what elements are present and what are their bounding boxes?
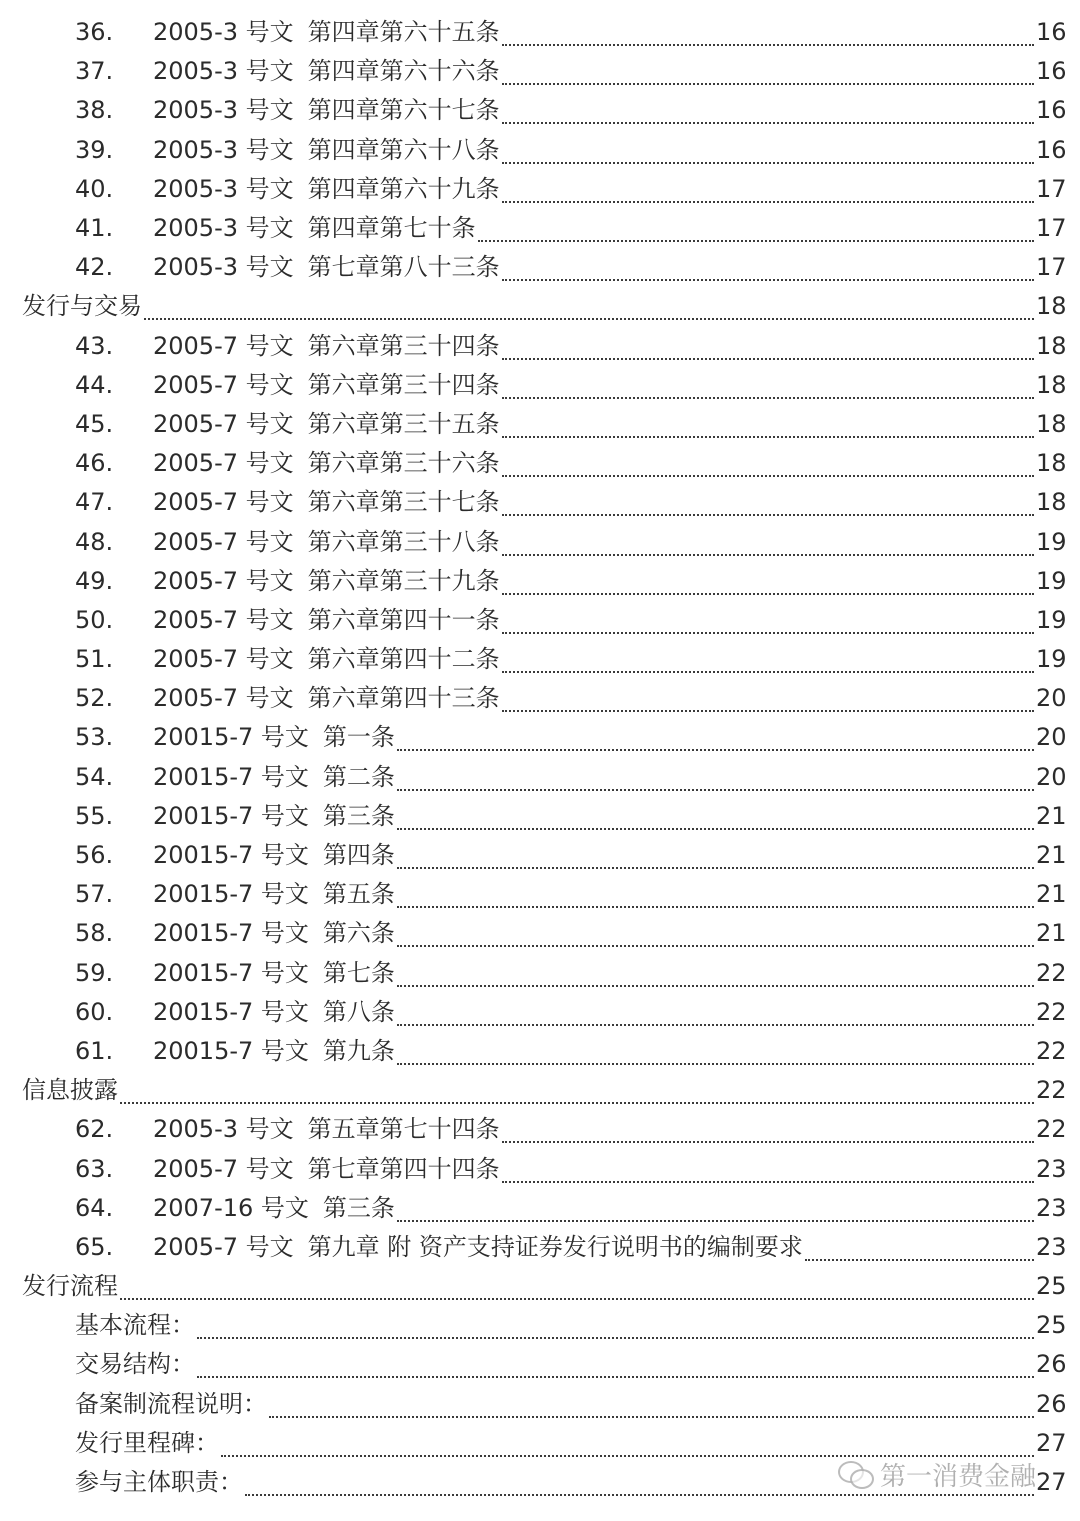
entry-label bbox=[153, 13, 500, 52]
entry-line bbox=[153, 1150, 1066, 1189]
entry-title: 第六章第三十六条 bbox=[307, 449, 500, 478]
dot-leader bbox=[120, 1298, 1034, 1300]
toc-subsection-entry[interactable] bbox=[0, 1306, 1080, 1345]
entry-number: 61. bbox=[75, 1036, 114, 1065]
page-number: 23 bbox=[1036, 1193, 1067, 1222]
entry-label bbox=[153, 483, 500, 522]
entry-label bbox=[153, 91, 500, 130]
toc-entry[interactable] bbox=[0, 562, 1080, 601]
entry-title: 第四章第六十八条 bbox=[307, 135, 500, 164]
dot-leader bbox=[502, 162, 1034, 164]
page-number: 25 bbox=[1036, 1272, 1067, 1301]
entry-number: 53. bbox=[75, 723, 114, 752]
entry-line bbox=[153, 170, 1066, 209]
page-number: 22 bbox=[1036, 1115, 1067, 1144]
dot-leader bbox=[269, 1416, 1034, 1418]
toc-entry[interactable] bbox=[0, 1189, 1080, 1228]
entry-number: 39. bbox=[75, 135, 114, 164]
document-reference: 2005-3 号文 bbox=[153, 18, 294, 47]
page-number: 18 bbox=[1036, 292, 1067, 321]
toc-entry[interactable] bbox=[0, 1110, 1080, 1149]
dot-leader bbox=[397, 906, 1034, 908]
toc-entry[interactable] bbox=[0, 209, 1080, 248]
toc-entry[interactable] bbox=[0, 444, 1080, 483]
entry-title: 第三条 bbox=[322, 1193, 395, 1222]
toc-entry[interactable] bbox=[0, 327, 1080, 366]
entry-line bbox=[153, 248, 1066, 287]
entry-number: 57. bbox=[75, 880, 114, 909]
entry-number: 36. bbox=[75, 18, 114, 47]
entry-number: 60. bbox=[75, 997, 114, 1026]
entry-line bbox=[153, 1228, 1066, 1267]
dot-leader bbox=[502, 671, 1034, 673]
entry-title: 参与主体职责： bbox=[75, 1468, 243, 1497]
entry-number: 41. bbox=[75, 214, 114, 243]
entry-title: 第六章第四十三条 bbox=[307, 684, 500, 713]
entry-number: 43. bbox=[75, 331, 114, 360]
page-number: 17 bbox=[1036, 214, 1067, 243]
entry-title: 第四章第六十七条 bbox=[307, 96, 500, 125]
entry-number: 62. bbox=[75, 1115, 114, 1144]
entry-label bbox=[153, 327, 500, 366]
page-number: 21 bbox=[1036, 880, 1067, 909]
entry-line bbox=[153, 718, 1066, 757]
dot-leader bbox=[397, 1220, 1034, 1222]
dot-leader bbox=[502, 358, 1034, 360]
entry-line bbox=[153, 327, 1066, 366]
page-number: 21 bbox=[1036, 919, 1067, 948]
dot-leader bbox=[397, 867, 1034, 869]
entry-line bbox=[153, 1189, 1066, 1228]
entry-title: 第六章第三十七条 bbox=[307, 488, 500, 517]
document-reference: 20015-7 号文 bbox=[153, 997, 309, 1026]
entry-label bbox=[153, 52, 500, 91]
toc-entry[interactable] bbox=[0, 993, 1080, 1032]
entry-line bbox=[153, 483, 1066, 522]
page-number: 18 bbox=[1036, 449, 1067, 478]
entry-line bbox=[75, 1385, 1066, 1424]
dot-leader bbox=[397, 985, 1034, 987]
dot-leader bbox=[502, 201, 1034, 203]
document-reference: 20015-7 号文 bbox=[153, 762, 309, 791]
entry-title: 第四章第六十五条 bbox=[307, 18, 500, 47]
entry-title: 第六章第四十一条 bbox=[307, 605, 500, 634]
document-reference: 2005-7 号文 bbox=[153, 1154, 294, 1183]
entry-title: 发行里程碑： bbox=[75, 1428, 219, 1457]
entry-number: 45. bbox=[75, 409, 114, 438]
dot-leader bbox=[120, 1102, 1034, 1104]
dot-leader bbox=[502, 554, 1034, 556]
entry-line bbox=[153, 640, 1066, 679]
entry-line bbox=[75, 1345, 1066, 1384]
toc-entry[interactable] bbox=[0, 131, 1080, 170]
entry-line bbox=[22, 1071, 1066, 1110]
entry-number: 47. bbox=[75, 488, 114, 517]
dot-leader bbox=[397, 749, 1034, 751]
watermark-text: 第一消费金融 bbox=[880, 1462, 1037, 1492]
document-reference: 2005-3 号文 bbox=[153, 135, 294, 164]
dot-leader bbox=[502, 593, 1034, 595]
document-reference: 20015-7 号文 bbox=[153, 919, 309, 948]
toc-entry[interactable] bbox=[0, 1032, 1080, 1071]
entry-label bbox=[75, 1385, 267, 1424]
entry-number: 65. bbox=[75, 1232, 114, 1261]
entry-label bbox=[153, 718, 395, 757]
page-number: 19 bbox=[1036, 605, 1067, 634]
toc-entry[interactable] bbox=[0, 91, 1080, 130]
table-of-contents bbox=[0, 13, 1080, 1502]
entry-label bbox=[153, 679, 500, 718]
document-reference: 2005-7 号文 bbox=[153, 605, 294, 634]
entry-label bbox=[22, 287, 142, 326]
entry-number: 46. bbox=[75, 449, 114, 478]
entry-number: 37. bbox=[75, 57, 114, 86]
dot-leader bbox=[397, 945, 1034, 947]
entry-title: 备案制流程说明： bbox=[75, 1389, 267, 1418]
page-number: 22 bbox=[1036, 1076, 1067, 1105]
document-reference: 2005-7 号文 bbox=[153, 370, 294, 399]
entry-number: 42. bbox=[75, 253, 114, 282]
entry-line bbox=[153, 13, 1066, 52]
entry-title: 第四章第六十九条 bbox=[307, 174, 500, 203]
page-number: 25 bbox=[1036, 1311, 1067, 1340]
entry-line bbox=[153, 131, 1066, 170]
entry-label bbox=[153, 797, 395, 836]
entry-title: 交易结构： bbox=[75, 1350, 195, 1379]
entry-label bbox=[75, 1345, 195, 1384]
entry-number: 38. bbox=[75, 96, 114, 125]
page-number: 27 bbox=[1036, 1468, 1067, 1497]
entry-number: 59. bbox=[75, 958, 114, 987]
entry-number: 51. bbox=[75, 645, 114, 674]
dot-leader bbox=[197, 1376, 1034, 1378]
entry-number: 40. bbox=[75, 174, 114, 203]
entry-title: 第九章 附 资产支持证券发行说明书的编制要求 bbox=[307, 1232, 803, 1261]
dot-leader bbox=[502, 397, 1034, 399]
toc-subsection-entry[interactable] bbox=[0, 1463, 1080, 1502]
entry-label bbox=[153, 1032, 395, 1071]
entry-title: 信息披露 bbox=[22, 1076, 118, 1105]
page-number: 18 bbox=[1036, 370, 1067, 399]
toc-section-heading[interactable] bbox=[0, 1071, 1080, 1110]
entry-label bbox=[153, 366, 500, 405]
entry-line bbox=[153, 679, 1066, 718]
entry-number: 49. bbox=[75, 566, 114, 595]
page-number: 22 bbox=[1036, 997, 1067, 1026]
entry-label bbox=[75, 1424, 219, 1463]
toc-section-heading[interactable] bbox=[0, 1267, 1080, 1306]
entry-label bbox=[153, 1228, 803, 1267]
entry-label bbox=[153, 836, 395, 875]
entry-number: 44. bbox=[75, 370, 114, 399]
entry-title: 第七条 bbox=[322, 958, 395, 987]
toc-entry[interactable] bbox=[0, 248, 1080, 287]
entry-label bbox=[153, 562, 500, 601]
toc-entry[interactable] bbox=[0, 797, 1080, 836]
toc-entry[interactable] bbox=[0, 601, 1080, 640]
entry-label bbox=[153, 758, 395, 797]
document-reference: 20015-7 号文 bbox=[153, 880, 309, 909]
toc-entry[interactable] bbox=[0, 170, 1080, 209]
entry-number: 52. bbox=[75, 684, 114, 713]
toc-entry[interactable] bbox=[0, 405, 1080, 444]
dot-leader bbox=[397, 828, 1034, 830]
entry-label bbox=[153, 914, 395, 953]
entry-line bbox=[153, 523, 1066, 562]
entry-title: 第四条 bbox=[322, 841, 395, 870]
page-number: 20 bbox=[1036, 762, 1067, 791]
toc-entry[interactable] bbox=[0, 954, 1080, 993]
entry-label bbox=[153, 444, 500, 483]
entry-title: 第四章第六十六条 bbox=[307, 57, 500, 86]
document-reference: 2005-7 号文 bbox=[153, 409, 294, 438]
toc-entry[interactable] bbox=[0, 718, 1080, 757]
document-reference: 20015-7 号文 bbox=[153, 958, 309, 987]
page-number: 16 bbox=[1036, 18, 1067, 47]
toc-subsection-entry[interactable] bbox=[0, 1424, 1080, 1463]
document-reference: 2005-3 号文 bbox=[153, 214, 294, 243]
entry-label bbox=[153, 875, 395, 914]
entry-title: 第五章第七十四条 bbox=[307, 1115, 500, 1144]
page-number: 26 bbox=[1036, 1350, 1067, 1379]
page-number: 26 bbox=[1036, 1389, 1067, 1418]
entry-line bbox=[153, 797, 1066, 836]
entry-title: 第六章第三十九条 bbox=[307, 566, 500, 595]
dot-leader bbox=[502, 475, 1034, 477]
page-number: 18 bbox=[1036, 409, 1067, 438]
entry-number: 58. bbox=[75, 919, 114, 948]
entry-line bbox=[153, 1110, 1066, 1149]
entry-title: 第一条 bbox=[322, 723, 395, 752]
entry-title: 发行流程 bbox=[22, 1272, 118, 1301]
page-number: 27 bbox=[1036, 1428, 1067, 1457]
page-number: 18 bbox=[1036, 331, 1067, 360]
entry-label bbox=[153, 640, 500, 679]
page-number: 22 bbox=[1036, 958, 1067, 987]
entry-line bbox=[75, 1306, 1066, 1345]
toc-entry[interactable] bbox=[0, 836, 1080, 875]
entry-line bbox=[153, 52, 1066, 91]
toc-entry[interactable] bbox=[0, 52, 1080, 91]
dot-leader bbox=[502, 122, 1034, 124]
entry-title: 第六章第三十四条 bbox=[307, 370, 500, 399]
entry-title: 第六条 bbox=[322, 919, 395, 948]
entry-label bbox=[153, 209, 476, 248]
entry-line bbox=[75, 1463, 1066, 1502]
document-reference: 20015-7 号文 bbox=[153, 1036, 309, 1065]
entry-label bbox=[153, 601, 500, 640]
toc-subsection-entry[interactable] bbox=[0, 1385, 1080, 1424]
entry-label bbox=[153, 523, 500, 562]
dot-leader bbox=[502, 710, 1034, 712]
toc-section-heading[interactable] bbox=[0, 287, 1080, 326]
page-number: 23 bbox=[1036, 1232, 1067, 1261]
page-number: 17 bbox=[1036, 253, 1067, 282]
page-number: 23 bbox=[1036, 1154, 1067, 1183]
entry-title: 第六章第三十八条 bbox=[307, 527, 500, 556]
entry-line bbox=[153, 601, 1066, 640]
entry-number: 54. bbox=[75, 762, 114, 791]
entry-number: 56. bbox=[75, 841, 114, 870]
dot-leader bbox=[502, 1141, 1034, 1143]
dot-leader bbox=[197, 1337, 1034, 1339]
entry-line bbox=[153, 875, 1066, 914]
toc-subsection-entry[interactable] bbox=[0, 1345, 1080, 1384]
entry-title: 第六章第三十四条 bbox=[307, 331, 500, 360]
dot-leader bbox=[221, 1455, 1034, 1457]
dot-leader bbox=[502, 1181, 1034, 1183]
page-number: 21 bbox=[1036, 841, 1067, 870]
entry-number: 48. bbox=[75, 527, 114, 556]
document-reference: 2005-3 号文 bbox=[153, 174, 294, 203]
document-reference: 20015-7 号文 bbox=[153, 723, 309, 752]
dot-leader bbox=[397, 1063, 1034, 1065]
entry-label bbox=[153, 405, 500, 444]
entry-line bbox=[22, 287, 1066, 326]
toc-entry[interactable] bbox=[0, 679, 1080, 718]
toc-entry[interactable] bbox=[0, 758, 1080, 797]
entry-line bbox=[153, 836, 1066, 875]
entry-title: 第六章第四十二条 bbox=[307, 645, 500, 674]
entry-label bbox=[153, 248, 500, 287]
entry-line bbox=[75, 1424, 1066, 1463]
page-number: 19 bbox=[1036, 527, 1067, 556]
entry-line bbox=[153, 993, 1066, 1032]
document-reference: 20015-7 号文 bbox=[153, 801, 309, 830]
dot-leader bbox=[245, 1494, 1034, 1496]
document-reference: 2005-3 号文 bbox=[153, 96, 294, 125]
entry-title: 第六章第三十五条 bbox=[307, 409, 500, 438]
document-reference: 2005-7 号文 bbox=[153, 684, 294, 713]
entry-label bbox=[22, 1071, 118, 1110]
document-reference: 2005-7 号文 bbox=[153, 527, 294, 556]
entry-label bbox=[153, 993, 395, 1032]
entry-title: 第七章第四十四条 bbox=[307, 1154, 500, 1183]
entry-label bbox=[75, 1306, 195, 1345]
entry-label bbox=[75, 1463, 243, 1502]
toc-entry[interactable] bbox=[0, 366, 1080, 405]
entry-line bbox=[153, 405, 1066, 444]
entry-line bbox=[153, 914, 1066, 953]
document-reference: 20015-7 号文 bbox=[153, 841, 309, 870]
dot-leader bbox=[397, 789, 1034, 791]
toc-entry[interactable] bbox=[0, 640, 1080, 679]
toc-entry[interactable] bbox=[0, 522, 1080, 561]
entry-line bbox=[153, 366, 1066, 405]
entry-label bbox=[153, 954, 395, 993]
document-reference: 2005-7 号文 bbox=[153, 566, 294, 595]
entry-number: 55. bbox=[75, 801, 114, 830]
entry-title: 第二条 bbox=[322, 762, 395, 791]
toc-entry[interactable] bbox=[0, 1228, 1080, 1267]
entry-line bbox=[153, 562, 1066, 601]
entry-line bbox=[153, 758, 1066, 797]
document-reference: 2007-16 号文 bbox=[153, 1193, 309, 1222]
entry-title: 第七章第八十三条 bbox=[307, 253, 500, 282]
document-reference: 2005-7 号文 bbox=[153, 488, 294, 517]
page-number: 16 bbox=[1036, 135, 1067, 164]
dot-leader bbox=[478, 240, 1034, 242]
entry-title: 第八条 bbox=[322, 997, 395, 1026]
page-number: 16 bbox=[1036, 96, 1067, 125]
dot-leader bbox=[502, 632, 1034, 634]
page-number: 19 bbox=[1036, 566, 1067, 595]
dot-leader bbox=[502, 436, 1034, 438]
document-reference: 2005-7 号文 bbox=[153, 449, 294, 478]
entry-label bbox=[153, 170, 500, 209]
page-number: 21 bbox=[1036, 801, 1067, 830]
page-number: 20 bbox=[1036, 684, 1067, 713]
dot-leader bbox=[502, 514, 1034, 516]
toc-entry[interactable] bbox=[0, 914, 1080, 953]
entry-line bbox=[153, 209, 1066, 248]
document-reference: 2005-7 号文 bbox=[153, 645, 294, 674]
document-reference: 2005-7 号文 bbox=[153, 1232, 294, 1261]
entry-line bbox=[153, 444, 1066, 483]
entry-line bbox=[153, 954, 1066, 993]
entry-title: 发行与交易 bbox=[22, 292, 142, 321]
toc-entry[interactable] bbox=[0, 1149, 1080, 1188]
entry-line bbox=[153, 91, 1066, 130]
toc-entry[interactable] bbox=[0, 483, 1080, 522]
entry-line bbox=[153, 1032, 1066, 1071]
entry-line bbox=[22, 1267, 1066, 1306]
dot-leader bbox=[144, 318, 1034, 320]
document-reference: 2005-3 号文 bbox=[153, 253, 294, 282]
entry-title: 第四章第七十条 bbox=[307, 214, 476, 243]
entry-label bbox=[22, 1267, 118, 1306]
toc-entry[interactable] bbox=[0, 13, 1080, 52]
entry-title: 基本流程： bbox=[75, 1311, 195, 1340]
entry-number: 50. bbox=[75, 605, 114, 634]
entry-label bbox=[153, 1110, 500, 1149]
page-number: 19 bbox=[1036, 645, 1067, 674]
entry-title: 第三条 bbox=[322, 801, 395, 830]
page-number: 18 bbox=[1036, 488, 1067, 517]
document-reference: 2005-3 号文 bbox=[153, 1115, 294, 1144]
page-number: 16 bbox=[1036, 57, 1067, 86]
document-reference: 2005-3 号文 bbox=[153, 57, 294, 86]
entry-title: 第五条 bbox=[322, 880, 395, 909]
dot-leader bbox=[805, 1259, 1034, 1261]
entry-label bbox=[153, 1189, 395, 1228]
page-number: 20 bbox=[1036, 723, 1067, 752]
entry-label bbox=[153, 131, 500, 170]
dot-leader bbox=[502, 44, 1034, 46]
document-reference: 2005-7 号文 bbox=[153, 331, 294, 360]
entry-title: 第九条 bbox=[322, 1036, 395, 1065]
dot-leader bbox=[397, 1024, 1034, 1026]
dot-leader bbox=[502, 83, 1034, 85]
entry-label bbox=[153, 1150, 500, 1189]
page-number: 17 bbox=[1036, 174, 1067, 203]
entry-number: 63. bbox=[75, 1154, 114, 1183]
dot-leader bbox=[502, 279, 1034, 281]
page-number: 22 bbox=[1036, 1036, 1067, 1065]
toc-entry[interactable] bbox=[0, 875, 1080, 914]
entry-number: 64. bbox=[75, 1193, 114, 1222]
